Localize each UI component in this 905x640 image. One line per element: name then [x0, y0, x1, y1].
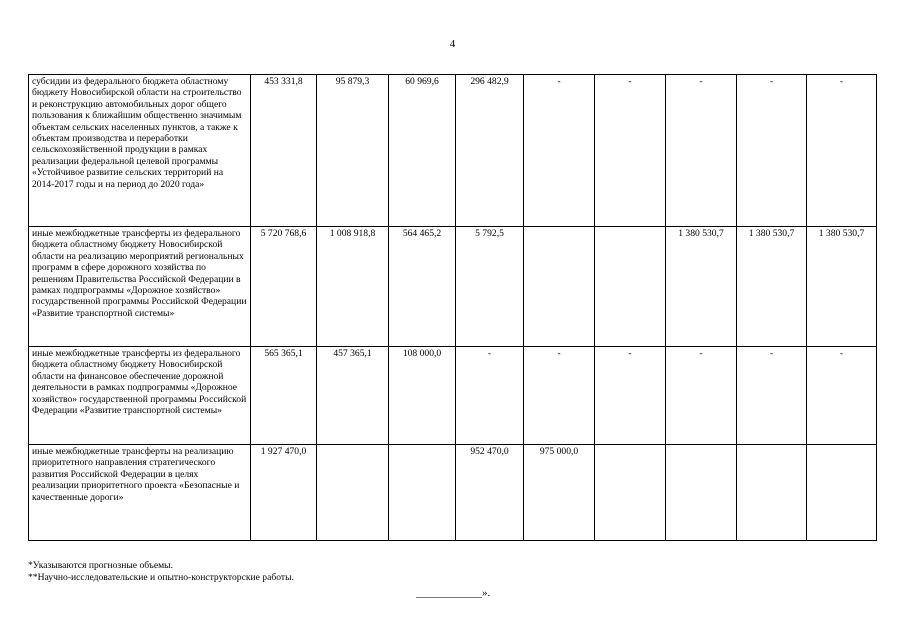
value-cell: - [456, 347, 524, 445]
row-label: иные межбюджетные трансферты из федерального бюджета областному бюджету Новосибирской области на реализацию мероприятий региональных программ в сфере дорожного хозяйства по решениям Правительства Российской Федерации в рамках подпрограммы «Дорожное хозяйство» государственной программы Российской Федерации «Развитие транспортной системы» [29, 227, 251, 347]
value-cell [595, 227, 666, 347]
value-cell: - [737, 75, 807, 227]
closing-mark: ____________». [416, 587, 491, 599]
value-cell: 296 482,9 [456, 75, 524, 227]
value-cell: 1 380 530,7 [666, 227, 737, 347]
footnote-forecast: *Указываются прогнозные объемы. [28, 560, 174, 571]
value-cell: 453 331,8 [251, 75, 317, 227]
value-cell: 1 927 470,0 [251, 445, 317, 541]
value-cell: 1 380 530,7 [737, 227, 807, 347]
value-cell: - [666, 75, 737, 227]
table-row [29, 347, 877, 445]
value-cell: 565 365,1 [251, 347, 317, 445]
footnotes [28, 560, 294, 584]
value-cell: 60 969,6 [389, 75, 456, 227]
value-cell: 1 008 918,8 [317, 227, 389, 347]
value-cell [666, 445, 737, 541]
page-number: 4 [449, 38, 456, 50]
value-cell: - [595, 75, 666, 227]
value-cell: 952 470,0 [456, 445, 524, 541]
table-row [29, 445, 877, 541]
value-cell: - [807, 75, 877, 227]
value-cell [317, 445, 389, 541]
value-cell [524, 227, 595, 347]
value-cell: 564 465,2 [389, 227, 456, 347]
budget-table [28, 74, 877, 541]
row-label: иные межбюджетные трансферты на реализацию приоритетного направления стратегического развития Российской Федерации в целях реализации приоритетного проекта «Безопасные и качественные дороги» [29, 445, 251, 541]
row-label: субсидии из федерального бюджета областному бюджету Новосибирской области на строительство и реконструкцию автомобильных дорог общего пользования к ближайшим общественно значимым объектам сельских населенных пунктов, а также к объектам производства и переработки сельскохозяйственной продукции в рамках реализации федеральной целевой программы «Устойчивое развитие сельских территорий на 2014-2017 годы и на период до 2020 года» [29, 75, 251, 227]
value-cell: 95 879,3 [317, 75, 389, 227]
value-cell: - [666, 347, 737, 445]
value-cell: 457 365,1 [317, 347, 389, 445]
value-cell: 5 792,5 [456, 227, 524, 347]
footnote-rnd: **Научно-исследовательские и опытно-конструкторские работы. [28, 572, 294, 583]
value-cell: - [524, 75, 595, 227]
value-cell [807, 445, 877, 541]
value-cell: - [595, 347, 666, 445]
value-cell: - [737, 347, 807, 445]
value-cell: 5 720 768,6 [251, 227, 317, 347]
table-row [29, 227, 877, 347]
table-row [29, 75, 877, 227]
value-cell [595, 445, 666, 541]
value-cell [389, 445, 456, 541]
value-cell [737, 445, 807, 541]
value-cell: 1 380 530,7 [807, 227, 877, 347]
value-cell: - [807, 347, 877, 445]
value-cell: 108 000,0 [389, 347, 456, 445]
value-cell: 975 000,0 [524, 445, 595, 541]
value-cell: - [524, 347, 595, 445]
row-label: иные межбюджетные трансферты из федерального бюджета областному бюджету Новосибирской области на финансовое обеспечение дорожной деятельности в рамках подпрограммы «Дорожное хозяйство» государственной программы Российской Федерации «Развитие транспортной системы» [29, 347, 251, 445]
